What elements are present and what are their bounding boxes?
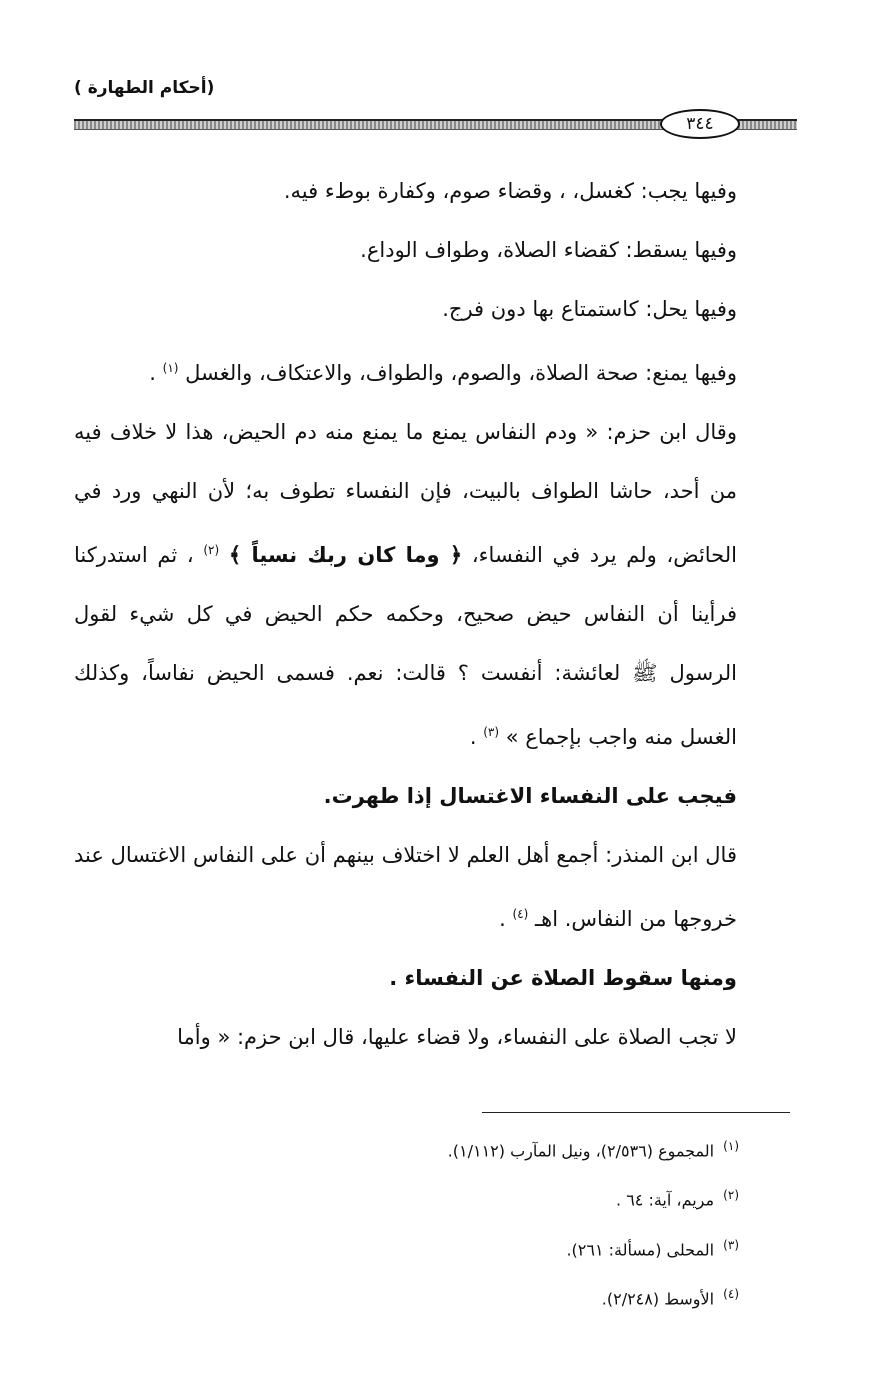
paragraph-end: . xyxy=(149,361,156,385)
paragraph xyxy=(74,826,793,949)
footnote xyxy=(300,1272,739,1321)
footnote-number: (٣) xyxy=(723,1237,739,1252)
footnote-text: مريم، آية: ٦٤ . xyxy=(616,1190,715,1210)
footnote xyxy=(300,1124,739,1173)
footnote-number: (٢) xyxy=(723,1188,739,1203)
footnote-text: المجموع (٢/٥٣٦)، ونيل المآرب (١/١١٢). xyxy=(447,1141,715,1161)
paragraph: وفيها يسقط: كقضاء الصلاة، وطواف الوداع. xyxy=(360,238,737,262)
paragraph: لا تجب الصلاة على النفساء، ولا قضاء عليها، قال ابن حزم: « وأما xyxy=(177,1025,737,1049)
footnote-ref: (٣) xyxy=(483,725,500,739)
paragraph: وفيها يحل: كاستمتاع بها دون فرج. xyxy=(442,297,737,321)
footnote-text: المحلى (مسألة: ٢٦١). xyxy=(566,1239,715,1259)
footnote xyxy=(300,1223,739,1272)
paragraph-end: . xyxy=(469,725,477,749)
paragraph: وفيها يجب: كغسل، ، وقضاء صوم، وكفارة بوطء فيه. xyxy=(283,179,737,203)
footnote-separator xyxy=(482,1112,790,1113)
footnote-number: (١) xyxy=(723,1139,739,1153)
footnotes xyxy=(300,1124,739,1321)
paragraph-text: وفيها يمنع: صحة الصلاة، والصوم، والطواف، والاعتكاف، والغسل xyxy=(185,361,737,385)
page-number: ٣٤٤ xyxy=(660,109,740,139)
footnote-ref: (٢) xyxy=(203,543,220,557)
paragraph xyxy=(74,403,793,767)
footnote-ref: (١) xyxy=(162,361,179,375)
footnote-number: (٤) xyxy=(723,1286,739,1301)
paragraph-end: . xyxy=(499,907,506,931)
body-text xyxy=(74,162,793,1067)
section-heading: ومنها سقوط الصلاة عن النفساء . xyxy=(389,966,737,990)
paragraph-text: قال ابن المنذر: أجمع أهل العلم لا اختلاف بينهم أن على النفاس الاغتسال عند خروجها من النفاس. اهـ xyxy=(74,843,737,931)
footnote-text: الأوسط (٢/٢٤٨). xyxy=(601,1289,715,1309)
footnote-ref: (٤) xyxy=(512,907,529,921)
paragraph xyxy=(74,339,793,403)
quran-quote: ﴿ وما كان ربك نسياً ﴾ xyxy=(228,543,463,567)
section-heading: فيجب على النفساء الاغتسال إذا طهرت. xyxy=(323,784,737,808)
running-title: (أحكام الطهارة ) xyxy=(74,78,215,98)
paragraph-text: وقال ابن حزم: « ودم النفاس يمنع ما يمنع منه دم الحيض، هذا لا خلاف فيه من أحد، حاشا الطواف بالبيت، فإن النفساء تطوف به؛ لأن النهي ورد في الحائض، ولم يرد في النفساء، xyxy=(74,420,737,567)
footnote xyxy=(300,1173,739,1222)
paragraph-text: ، ثم استدركنا فرأينا أن النفاس حيض صحيح، وحكمه حكم الحيض في كل شيء لقول الرسول ﷺ لعائشة: أنفست ؟ قالت: نعم. فسمى الحيض نفاساً، وكذلك الغسل منه واجب بإجماع » xyxy=(74,543,737,749)
